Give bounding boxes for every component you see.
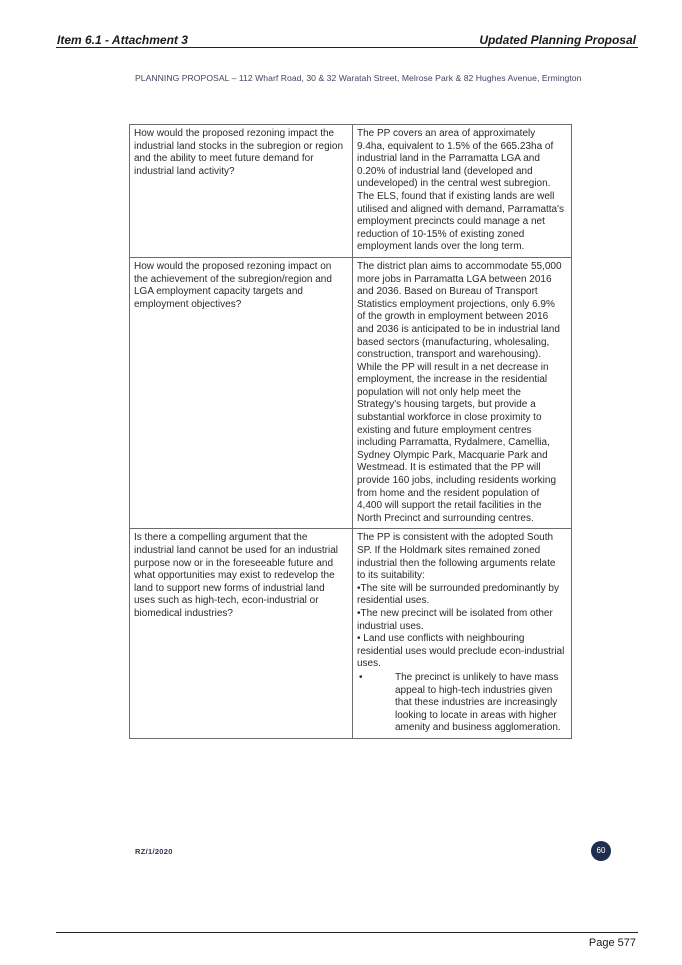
assessment-table (129, 124, 572, 739)
bullet-item (357, 672, 565, 735)
planning-proposal-subtitle: PLANNING PROPOSAL – 112 Wharf Road, 30 & 32 Waratah Street, Melrose Park & 82 Hughes Avenue, Ermington (135, 73, 582, 83)
answer-point: •The site will be surrounded predominantly by residential uses. (357, 582, 559, 607)
header-divider (56, 47, 638, 48)
page-number: Page 577 (588, 937, 636, 949)
header-document-title: Updated Planning Proposal (479, 33, 636, 47)
document-page-badge: 60 (591, 841, 611, 861)
header-item-label: Item 6.1 - Attachment 3 (57, 33, 188, 47)
question-cell: How would the proposed rezoning impact on the achievement of the subregion/region and LGA employment capacity targets and employment objectives? (130, 257, 353, 528)
answer-point: • Land use conflicts with neighbouring residential uses would preclude econ-industrial uses. (357, 633, 565, 670)
footer-divider (56, 932, 638, 933)
table-row (130, 125, 572, 258)
answer-paragraph: The PP is consistent with the adopted South SP. If the Holdmark sites remained zoned industrial then the following arguments relate to its suitability: (357, 532, 556, 582)
answer-cell (353, 529, 572, 739)
question-cell: How would the proposed rezoning impact the industrial land stocks in the subregion or region and the ability to meet future demand for industrial land activity? (130, 125, 353, 258)
table-row (130, 257, 572, 528)
answer-cell: The PP covers an area of approximately 9.4ha, equivalent to 1.5% of the 665.23ha of industrial land in the Parramatta LGA and 0.20% of industrial land (developed and undeveloped) in the central west subregion. The ELS, found that if existing lands are well utilised and aligned with demand, Parramatta's employment precincts could manage a net reduction of 10-15% of existing zoned employment lands over the long term. (353, 125, 572, 258)
question-cell: Is there a compelling argument that the industrial land cannot be used for an industrial purpose now or in the foreseeable future and what opportunities may exist to redevelop the land to support new forms of industrial land uses such as high-tech, econ-industrial or biomedical industries? (130, 529, 353, 739)
table-row (130, 529, 572, 739)
bullet-icon: • (359, 671, 363, 683)
bullet-text: The precinct is unlikely to have mass appeal to high-tech industries given that these industries are increasingly looking to locate in areas with higher amenity and business agglomeration. (395, 671, 561, 734)
document-reference: RZ/1/2020 (135, 847, 173, 856)
answer-cell: The district plan aims to accommodate 55,000 more jobs in Parramatta LGA between 2016 and 2036. Based on Bureau of Transport Statistics employment projections, only 6.9% of the growth in employment between 2016 and 2036 is anticipated to be in industrial land based sectors (manufacturing, wholesaling, construction, transport and warehousing). While the PP will result in a net decrease in employment, the increase in the residential population will not only help meet the Strategy's housing targets, but provide a substantial workforce in close proximity to existing and future employment centres including Parramatta, Rydalmere, Camellia, Sydney Olympic Park, Macquarie Park and Westmead. It is estimated that the PP will provide 160 jobs, including residents working from home and the resident population of 4,400 will support the retail facilities in the North Precinct and surrounding centres. (353, 257, 572, 528)
answer-point: •The new precinct will be isolated from other industrial uses. (357, 607, 553, 632)
